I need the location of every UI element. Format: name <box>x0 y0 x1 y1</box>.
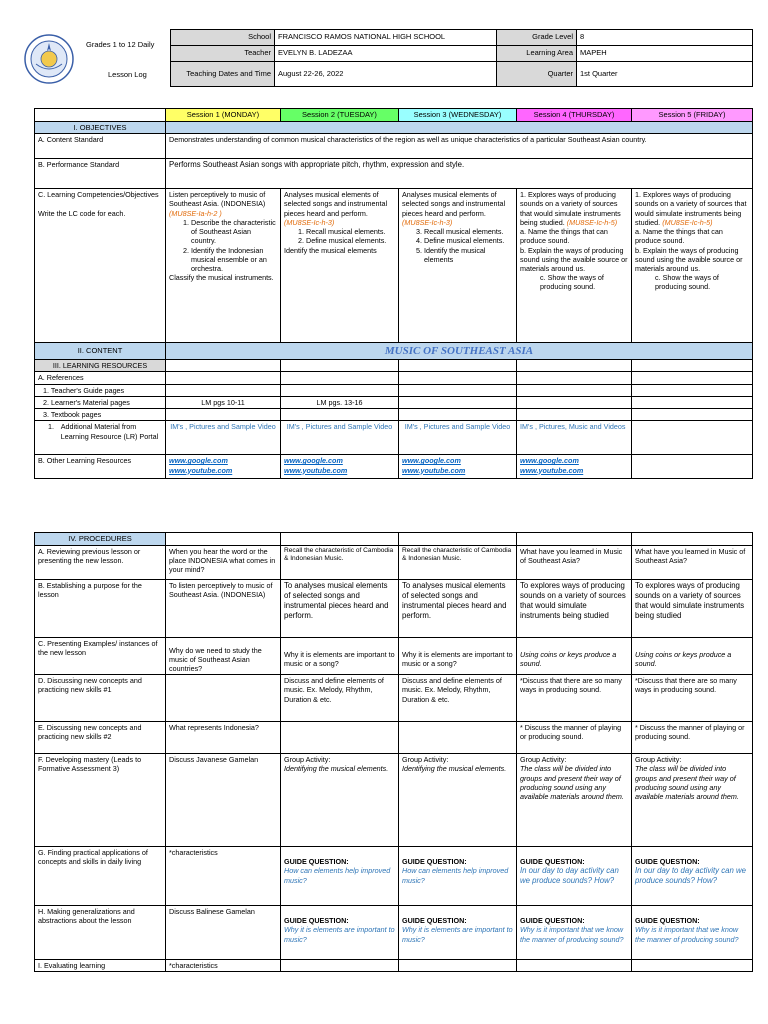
lc-monday: Listen perceptively to music of Southeast Asia. (INDONESIA) (MU8SE-Ia-h-2 ) 1. Describe the characteristic of Southeast Asian country. 2. Identify the Indonesian musical ensemble or an orchestra. Classify the musical instruments. <box>166 189 281 343</box>
session-3-header: Session 3 (WEDNESDAY) <box>399 109 517 122</box>
proc-d-label: D. Discussing new concepts and practicing new skills #1 <box>35 675 166 722</box>
lc-friday: 1. Explores ways of producing sounds on a variety of sources that would simulate instruments being studied. (MU8SE-Ic-h-5) a. Name the things that can produce sound. b. Explain the ways of producing sound using the avaible source or materials around us. c. Show the ways of producing sound. <box>632 189 753 343</box>
header-title: Grades 1 to 12 Daily <box>86 40 155 49</box>
header-table <box>170 29 753 87</box>
lc-label: C. Learning Competencies/Objectives <box>38 190 159 200</box>
area-label: Learning Area <box>497 46 577 62</box>
dates-label: Teaching Dates and Time <box>171 62 275 87</box>
grade-value: 8 <box>577 30 753 46</box>
teacher-label: Teacher <box>171 46 275 62</box>
deped-seal-logo <box>24 34 74 84</box>
grade-label: Grade Level <box>497 30 577 46</box>
additional-material-cell: 1. Additional Material from Learning Resource (LR) Portal <box>35 421 166 455</box>
content-standard-label: A. Content Standard <box>35 134 166 159</box>
proc-f-label: F. Developing mastery (Leads to Formative Assessment 3) <box>35 754 166 847</box>
proc-h-label: H. Making generalizations and abstractions about the lesson <box>35 906 166 960</box>
session-5-header: Session 5 (FRIDAY) <box>632 109 753 122</box>
school-value: FRANCISCO RAMOS NATIONAL HIGH SCHOOL <box>275 30 497 46</box>
lc-label-cell <box>35 189 166 343</box>
proc-e-label: E. Discussing new concepts and practicing new skills #2 <box>35 722 166 754</box>
add-monday: IM's , Pictures and Sample Video <box>166 421 281 455</box>
youtube-link[interactable]: www.youtube.com <box>520 465 584 475</box>
procedures-heading: IV. PROCEDURES <box>35 533 166 546</box>
proc-g-label: G. Finding practical applications of concepts and skills in daily living <box>35 847 166 906</box>
add-thursday: IM's , Pictures, Music and Videos <box>517 421 632 455</box>
proc-c-label: C. Presenting Examples/ instances of the new lesson <box>35 637 166 675</box>
youtube-link[interactable]: www.youtube.com <box>169 465 233 475</box>
lc-tuesday: Analyses musical elements of selected songs and instrumental pieces heard and perform. (MU8SE-Ic-h-3) 1. Recall musical elements. 2. Define musical elements. Identify the musical elements <box>281 189 399 343</box>
objectives-heading: I. OBJECTIVES <box>35 121 166 134</box>
add-wednesday: IM's , Pictures and Sample Video <box>399 421 517 455</box>
proc-a-label: A. Reviewing previous lesson or presenting the new lesson. <box>35 545 166 579</box>
lm-monday: LM pgs 10-11 <box>166 396 281 408</box>
proc-i-label: I. Evaluating learning <box>35 960 166 972</box>
session-1-header: Session 1 (MONDAY) <box>166 109 281 122</box>
area-value: MAPEH <box>577 46 753 62</box>
quarter-label: Quarter <box>497 62 577 87</box>
lc-wednesday: Analyses musical elements of selected songs and instrumental pieces heard and perform. (MU8SE-Ic-h-3) 3. Recall musical elements. 4. Define musical elements. 5. Identify the musical elements <box>399 189 517 343</box>
empty-cell <box>35 109 166 122</box>
youtube-link[interactable]: www.youtube.com <box>402 465 466 475</box>
additional-material-label: Additional Material from Learning Resource (LR) Portal <box>60 422 159 441</box>
school-label: School <box>171 30 275 46</box>
tb-label: 3. Textbook pages <box>35 409 166 421</box>
dates-value: August 22-26, 2022 <box>275 62 497 87</box>
content-heading: II. CONTENT <box>35 343 166 360</box>
lm-label: 2. Learner's Material pages <box>35 396 166 408</box>
google-link[interactable]: www.google.com <box>284 456 343 466</box>
performance-standard: Performs Southeast Asian songs with appropriate pitch, rhythm, expression and style. <box>166 159 753 189</box>
objectives-table <box>34 108 753 479</box>
references-label: A. References <box>35 372 166 384</box>
resources-heading: III. LEARNING RESOURCES <box>35 360 166 372</box>
performance-standard-label: B. Performance Standard <box>35 159 166 189</box>
proc-b-label: B. Establishing a purpose for the lesson <box>35 579 166 637</box>
session-4-header: Session 4 (THURSDAY) <box>517 109 632 122</box>
youtube-link[interactable]: www.youtube.com <box>284 465 348 475</box>
content-banner: MUSIC OF SOUTHEAST ASIA <box>166 343 753 360</box>
tg-label: 1. Teacher's Guide pages <box>35 384 166 396</box>
google-link[interactable]: www.google.com <box>402 456 461 466</box>
session-2-header: Session 2 (TUESDAY) <box>281 109 399 122</box>
procedures-table: IV. PROCEDURES A. Reviewing previous lesson or presenting the new lesson. When you hear the word or the place INDONESIA what comes in your mind? Recall the characteristic of Cambodia & Indonesian Music. Recall the characteristic of Cambodia & Indonesian Music. What have you learned in Music of Southeast Asia? What have you learned in Music of Southeast Asia? B. Establishing a purpose for the lesson To listen perceptively to music of Southeast Asia. (INDONESIA) To analyses musical elements of selected songs and instrumental pieces heard and perform. To analyses musical elements of selected songs and instrumental pieces heard and perform. To explores ways of producing sounds on a variety of sources that would simulate instruments being studied To explores ways of producing sounds on a variety of sources that would simulate instruments being studied C. Presenting Examples/ instances of the new lesson Why do we need to study the music of Southeast Asian countries? Why it is elements are important to music or a song? Why it is elements are important to music or a song? Using coins or keys produce a sound. Using coins or keys produce a sound. D. Discussing new concepts and practicing new skills #1 Discuss and define elements of music. Ex. Melody, Rhythm, Duration & etc. Discuss and define elements of music. Ex. Melody, Rhythm, Duration & etc. *Discuss that there are so many ways in producing sound. *Discuss that there are so many ways in producing sound. E. Discussing new concepts and practicing new skills #2 What represents Indonesia? * Discuss the manner of playing or producing sound. * Discuss the manner of playing or producing sound. F. Developing mastery (Leads to Formative Assessment 3) Discuss Javanese Gamelan Group Activity: Identifying the musical elements. Group Activity: Identifying the musical elements. Group Activity: The class will be divided into groups and present their way of producing sound using any available materials around them. Group Activity: The class will be divided into groups and present their way of producing sound using any available materials around them. G. Finding practical applications of concepts and skills in daily living *characteristics GUIDE QUESTION: How can elements help improved music? GUIDE QUESTION: How can elements help improved music? GUIDE QUESTION: In our day to day activity can we produce sounds? How? GUIDE QUESTION: In our day to day activity can we produce sounds? How? H. Making generalizations and abstractions about the lesson Discuss Balinese Gamelan GUIDE QUESTION: Why it is elements are important to music? GUIDE QUESTION: Why it is elements are important to music? GUIDE QUESTION: Why is it important that we know the manner of producing sound? GUIDE QUESTION: Why is it important that we know the manner of producing sound? I. Evaluating learning *characteristics <box>34 532 753 972</box>
header-subtitle: Lesson Log <box>108 70 147 79</box>
google-link[interactable]: www.google.com <box>520 456 579 466</box>
content-standard: Demonstrates understanding of common musical characteristics of the region as well as unique characteristics of a particular Southeast Asian country. <box>166 134 753 159</box>
teacher-value: EVELYN B. LADEZAA <box>275 46 497 62</box>
google-link[interactable]: www.google.com <box>169 456 228 466</box>
other-resources-label: B. Other Learning Resources <box>35 455 166 479</box>
add-tuesday: IM's , Pictures and Sample Video <box>281 421 399 455</box>
lc-note: Write the LC code for each. <box>38 209 126 219</box>
quarter-value: 1st Quarter <box>577 62 753 87</box>
lm-tuesday: LM pgs. 13-16 <box>281 396 399 408</box>
lc-thursday: 1. Explores ways of producing sounds on a variety of sources that would simulate instruments being studied. (MU8SE-Ic-h-5) a. Name the things that can produce sound. b. Explain the ways of producing sound using the avaible source or materials around us. c. Show the ways of producing sound. <box>517 189 632 343</box>
